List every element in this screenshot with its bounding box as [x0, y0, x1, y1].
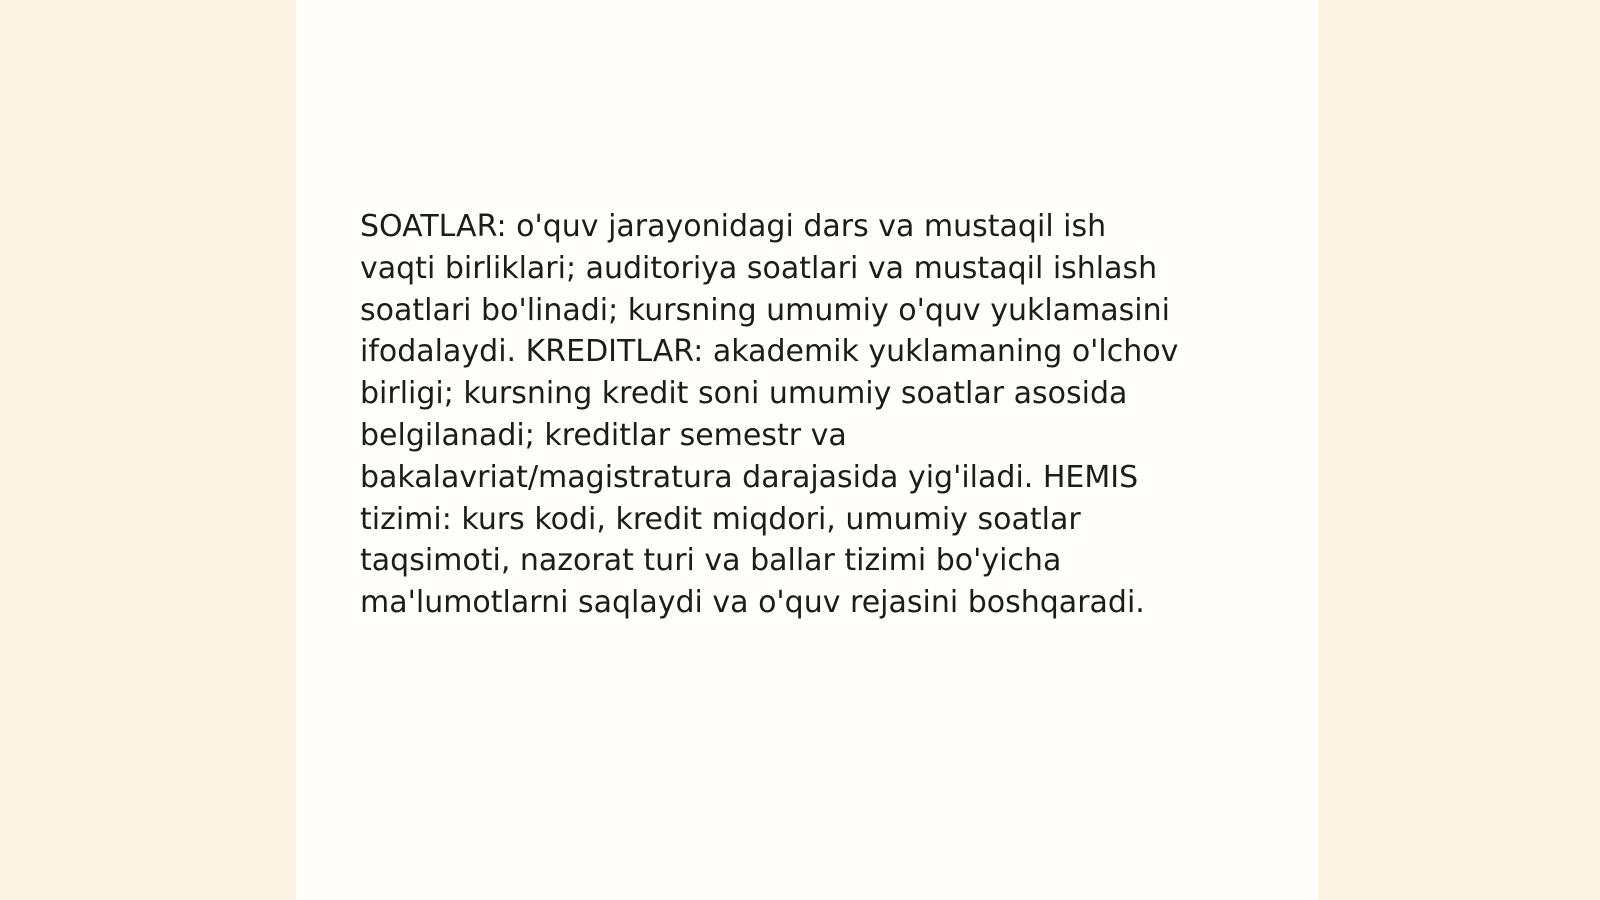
text-line-4: ifodalaydi. KREDITLAR: akademik yuklamaning o'lchov: [360, 334, 1179, 370]
text-line-3: soatlari bo'linadi; kursning umumiy o'quv yuklamasini: [360, 292, 1170, 328]
left-margin-panel: [0, 0, 296, 900]
document-page: [296, 0, 1318, 900]
text-line-5: birligi; kursning kredit soni umumiy soatlar asosida: [360, 376, 1128, 412]
text-line-6: belgilanadi; kreditlar semestr va: [360, 417, 847, 453]
body-paragraph: [360, 206, 1260, 624]
text-line-1: SOATLAR: o'quv jarayonidagi dars va mustaqil ish: [360, 209, 1107, 244]
right-margin-panel: [1304, 0, 1600, 900]
text-line-9: taqsimoti, nazorat turi va ballar tizimi bo'yicha: [360, 543, 1062, 579]
text-line-2: vaqti birliklari; auditoriya soatlari va mustaqil ishlash: [360, 250, 1158, 286]
text-line-10: ma'lumotlarni saqlaydi va o'quv rejasini boshqaradi.: [360, 585, 1145, 621]
text-line-7: bakalavriat/magistratura darajasida yig'iladi. HEMIS: [360, 459, 1139, 495]
text-line-8: tizimi: kurs kodi, kredit miqdori, umumiy soatlar: [360, 501, 1081, 537]
